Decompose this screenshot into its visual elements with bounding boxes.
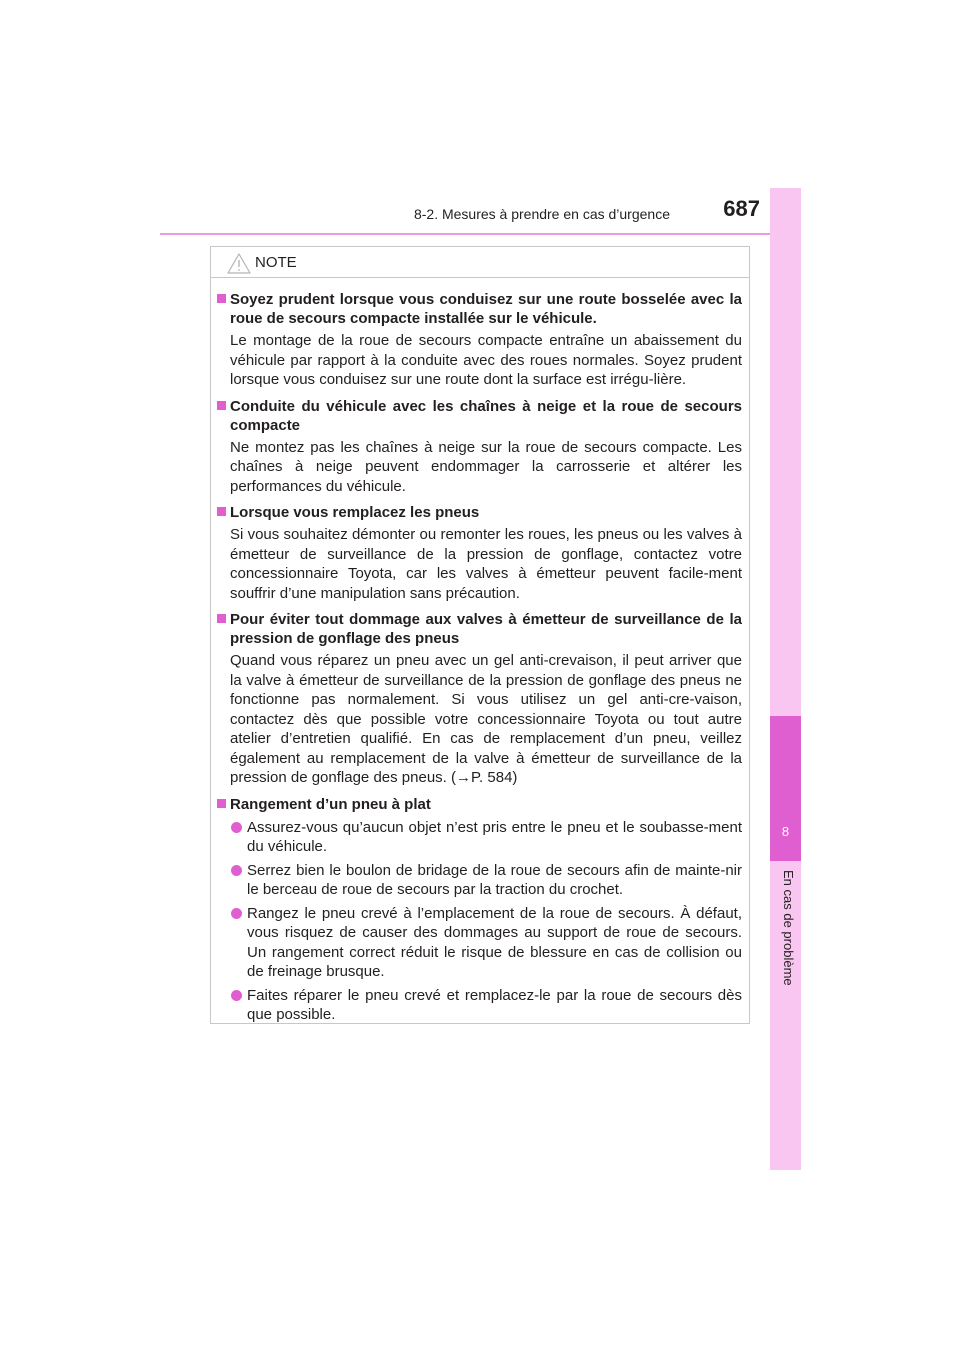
bullet-list-item xyxy=(216,986,742,1025)
note-content xyxy=(211,278,749,1025)
bullet-list-item xyxy=(216,818,742,857)
note-header xyxy=(211,247,749,278)
note-item-title xyxy=(216,503,742,522)
note-item-title-text: Pour éviter tout dommage aux valves à émetteur de surveillance de la pression de gonflage des pneus xyxy=(230,611,742,647)
bullet-text: Faites réparer le pneu crevé et remplacez-le par la roue de secours dès que possible. xyxy=(247,986,742,1023)
bullet-list-item xyxy=(216,861,742,900)
note-item xyxy=(216,503,742,603)
circle-bullet-icon xyxy=(231,865,242,876)
square-bullet-icon xyxy=(217,614,226,623)
note-item-body: Le montage de la roue de secours compacte entraîne un abaissement du véhicule par rapport à la conduite avec des roues normales. Soyez prudent lorsque vous conduisez sur une route dont la surface est irrégu-lière. xyxy=(230,332,742,388)
bullet-text: Rangez le pneu crevé à l’emplacement de la roue de secours. À défaut, vous risquez de causer des dommages au support de roue de secours. Un rangement correct réduit le risque de blessure en cas de collision ou de freinage brusque. xyxy=(247,904,742,980)
note-item-title xyxy=(216,610,742,648)
note-item-title-text: Rangement d’un pneu à plat xyxy=(230,795,431,813)
page-number: 687 xyxy=(723,196,760,221)
note-item-title-text: Lorsque vous remplacez les pneus xyxy=(230,504,480,521)
square-bullet-icon xyxy=(217,294,226,303)
chapter-title: En cas de problème xyxy=(781,870,796,986)
warning-icon xyxy=(227,253,251,274)
square-bullet-icon xyxy=(217,507,226,516)
note-item-title-text: Conduite du véhicule avec les chaînes à neige et la roue de secours compacte xyxy=(230,397,742,434)
chapter-side-tab xyxy=(770,188,801,1170)
circle-bullet-icon xyxy=(231,990,242,1001)
chapter-tab-active xyxy=(770,716,801,861)
note-item-title xyxy=(216,397,742,435)
note-box xyxy=(210,246,750,1024)
square-bullet-icon xyxy=(217,401,226,410)
note-item-title xyxy=(216,795,742,814)
chapter-number: 8 xyxy=(781,824,790,839)
note-item-title-text: Soyez prudent lorsque vous conduisez sur une route bosselée avec la roue de secours compacte installée sur le véhicule. xyxy=(230,291,742,327)
bullet-list-item xyxy=(216,904,742,982)
circle-bullet-icon xyxy=(231,908,242,919)
circle-bullet-icon xyxy=(231,822,242,833)
note-item-body: Quand vous réparez un pneu avec un gel anti-crevaison, il peut arriver que la valve à émetteur de surveillance de la pression de gonflage des pneus ne fonctionne pas normalement. Si vous utilisez un gel anti-cre-vaison, contactez dès que possible votre concessionnaire Toyota ou tout autre atelier d’entretien qualifié. En cas de remplacement d’un pneu, veillez également au remplacement de la valve à émetteur de surveillance de la pression de gonflage des pneus. (→P. 584) xyxy=(230,652,742,786)
note-item xyxy=(216,290,742,390)
note-item-body: Ne montez pas les chaînes à neige sur la roue de secours compacte. Les chaînes à neige peuvent endommager la carrosserie et altérer les performances du véhicule. xyxy=(230,438,742,495)
note-item xyxy=(216,610,742,788)
note-item-title xyxy=(216,290,742,328)
bullet-text: Assurez-vous qu’aucun objet n’est pris entre le pneu et le soubasse-ment du véhicule. xyxy=(247,818,742,855)
section-title: 8-2. Mesures à prendre en cas d’urgence xyxy=(413,206,670,222)
square-bullet-icon xyxy=(217,799,226,808)
header-rule xyxy=(160,233,801,235)
note-item-body: Si vous souhaitez démonter ou remonter les roues, les pneus ou les valves à émetteur de surveillance de la pression de gonflage, contactez votre concessionnaire Toyota, car les valves à émetteur peuvent facile-ment souffrir d’une manipulation sans précaution. xyxy=(230,526,742,602)
note-item xyxy=(216,397,742,497)
note-label: NOTE xyxy=(255,254,297,271)
bullet-text: Serrez bien le boulon de bridage de la roue de secours afin de mainte-nir le berceau de roue de secours par la traction du crochet. xyxy=(247,861,742,898)
note-item xyxy=(216,795,742,1025)
